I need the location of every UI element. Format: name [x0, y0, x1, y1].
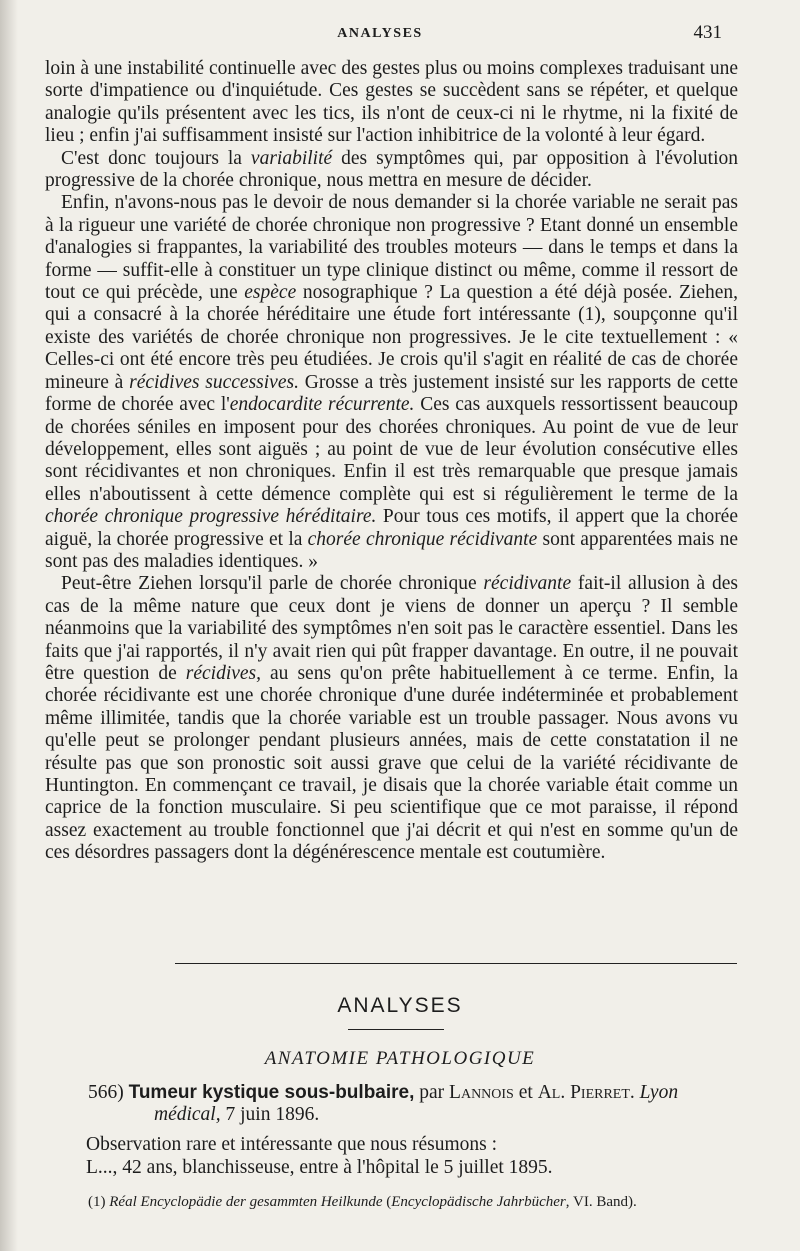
- abstract-summary: [86, 1134, 741, 1179]
- entry-author-1: Lannois: [449, 1082, 514, 1103]
- body-text: [45, 58, 738, 865]
- subsection-heading: ANATOMIE PATHOLOGIQUE: [264, 1048, 536, 1069]
- footnote: [88, 1194, 748, 1211]
- heading-underline: [348, 1029, 444, 1030]
- text-run: Ces cas auxquels ressortissent beaucoup de chorées séniles en imposent pour des chorées chroniques. Au point de vue de leur développement, elles sont aiguës ; au point de vue de leur évolution consécutive elles sont récidivantes et non chroniques. Enfin il est très remarquable que presque jamais elles n'aboutissent à cette démence complète qui est si régulièrement le terme de la: [45, 394, 738, 505]
- running-head: [0, 22, 800, 48]
- entry-title: Tumeur kystique sous-bulbaire,: [128, 1082, 415, 1103]
- italic-run: chorée chronique progressive héréditaire.: [45, 506, 377, 528]
- italic-run: récidives successives.: [129, 371, 299, 393]
- paragraph-3: [45, 192, 738, 573]
- italic-run: variabilité: [250, 147, 333, 169]
- text-run: Enfin, n'avons-nous pas le devoir de nous demander si la chorée variable ne serait pas à la rigueur une variété de chorée chronique non progressive ? Etant donné un ensemble d'analogies si frappantes, la variabilité des troubles moteurs — dans le temps et dans la forme — suffit-elle à constituer un type clinique distinct ou même, comme il ressort de tout ce qui précède, une: [45, 192, 738, 304]
- paragraph-4: [45, 573, 738, 864]
- summary-line-1: Observation rare et intéressante que nous résumons :: [86, 1134, 498, 1155]
- summary-line-2: L..., 42 ans, blanchisseuse, entre à l'hôpital le 5 juillet 1895.: [86, 1156, 553, 1178]
- page-number: 431: [693, 22, 722, 43]
- section-heading: ANALYSES: [337, 994, 463, 1017]
- entry-author-2: Al. Pierret.: [537, 1082, 635, 1103]
- text-run: Pour tous ces motifs, il appert que la chorée aiguë, la chorée progressive et la: [45, 506, 738, 550]
- italic-run: chorée chronique récidivante: [307, 528, 538, 550]
- footnote-marker: (1): [88, 1194, 110, 1210]
- footnote-source-2: Encyclopädische Jahrbücher: [391, 1194, 566, 1210]
- text-run: sont apparentées mais ne sont pas des maladies identiques. »: [45, 528, 739, 572]
- entry-journal-b: médical,: [154, 1104, 221, 1125]
- text-run: fait-il allusion à des cas de la même nature que ceux dont je viens de donner un aperçu ? Il semble néanmoins que la variabilité des symptômes n'en soit pas le caractère essentiel. Dans les faits que j'ai rapportés, il n'y avait rien qui pût frapper davantage. En outre, il ne pouvait être question de: [45, 573, 738, 684]
- text-run: au sens qu'on prête habituellement à ce terme. Enfin, la chorée récidivante est une chorée chronique d'une durée indéterminée et probablement même illimitée, tandis que la chorée variable est un trouble passager. Nous avons vu qu'elle peut se prolonger pendant plusieurs années, mais de cette constatation il ne résulte pas que son pronostic soit aussi grave que celui de la variété récidivante de Huntington. En commençant ce travail, je disais que la chorée variable était comme un caprice de la fonction musculaire. Si peu scientifique que ce mot paraisse, il répond assez exactement au trouble fonctionnel que j'ai décrit et qui n'est en somme qu'un de ces désordres passagers dont la dégénérescence mentale est coutumière.: [45, 662, 738, 864]
- entry-by: par: [414, 1082, 450, 1103]
- entry-line-1: [88, 1082, 743, 1104]
- entry-line-2: [88, 1104, 743, 1126]
- running-title: ANALYSES: [337, 26, 423, 41]
- italic-run: endocardite récurrente.: [229, 394, 415, 416]
- footnote-rest: , VI. Band).: [565, 1194, 637, 1210]
- paragraph-1: loin à une instabilité continuelle avec des gestes plus ou moins complexes traduisant une sorte d'impatience ou d'inquiétude. Ces gestes se succèdent sans se répéter, et quelque analogie qu'ils présentent avec les tics, ils n'ont de ceux-ci ni le rhytme, ni la fixité de lieu ; enfin j'ai suffisamment insisté sur l'action inhibitrice de la volonté à leur égard.: [45, 58, 738, 147]
- text-run: Peut-être Ziehen lorsqu'il parle de chorée chronique: [61, 573, 484, 595]
- italic-run: espèce: [244, 282, 297, 304]
- text-run: Grosse a très justement insisté sur les rapports de cette forme de chorée avec l': [45, 371, 738, 416]
- entry-number: 566): [88, 1082, 124, 1103]
- footnote-source: Réal Encyclopädie der gesammten Heilkunde: [109, 1194, 383, 1210]
- abstract-entry: [88, 1082, 743, 1126]
- text-run: C'est donc toujours la: [61, 147, 251, 169]
- text-run: des symptômes qui, par opposition à l'évolution progressive de la chorée chronique, nous mettra en mesure de décider.: [45, 147, 739, 192]
- italic-run: récidives,: [185, 662, 262, 684]
- italic-run: récidivante: [483, 573, 572, 595]
- entry-and: et: [513, 1082, 538, 1103]
- entry-journal-a: Lyon: [639, 1082, 679, 1103]
- entry-date: 7 juin 1896.: [220, 1104, 320, 1125]
- text-run: nosographique ? La question a été déjà posée. Ziehen, qui a consacré à la chorée héréditaire une étude fort intéressante (1), soupçonne qu'il existe des variétés de chorée chronique non progressives. Je le cite textuellement : « Celles-ci ont été encore très peu étudiées. Je crois qu'il s'agit en réalité de cas de chorée mineure à: [45, 282, 738, 393]
- footnote-paren: (: [382, 1194, 392, 1210]
- section-divider: [175, 963, 737, 964]
- paragraph-2: [45, 148, 738, 193]
